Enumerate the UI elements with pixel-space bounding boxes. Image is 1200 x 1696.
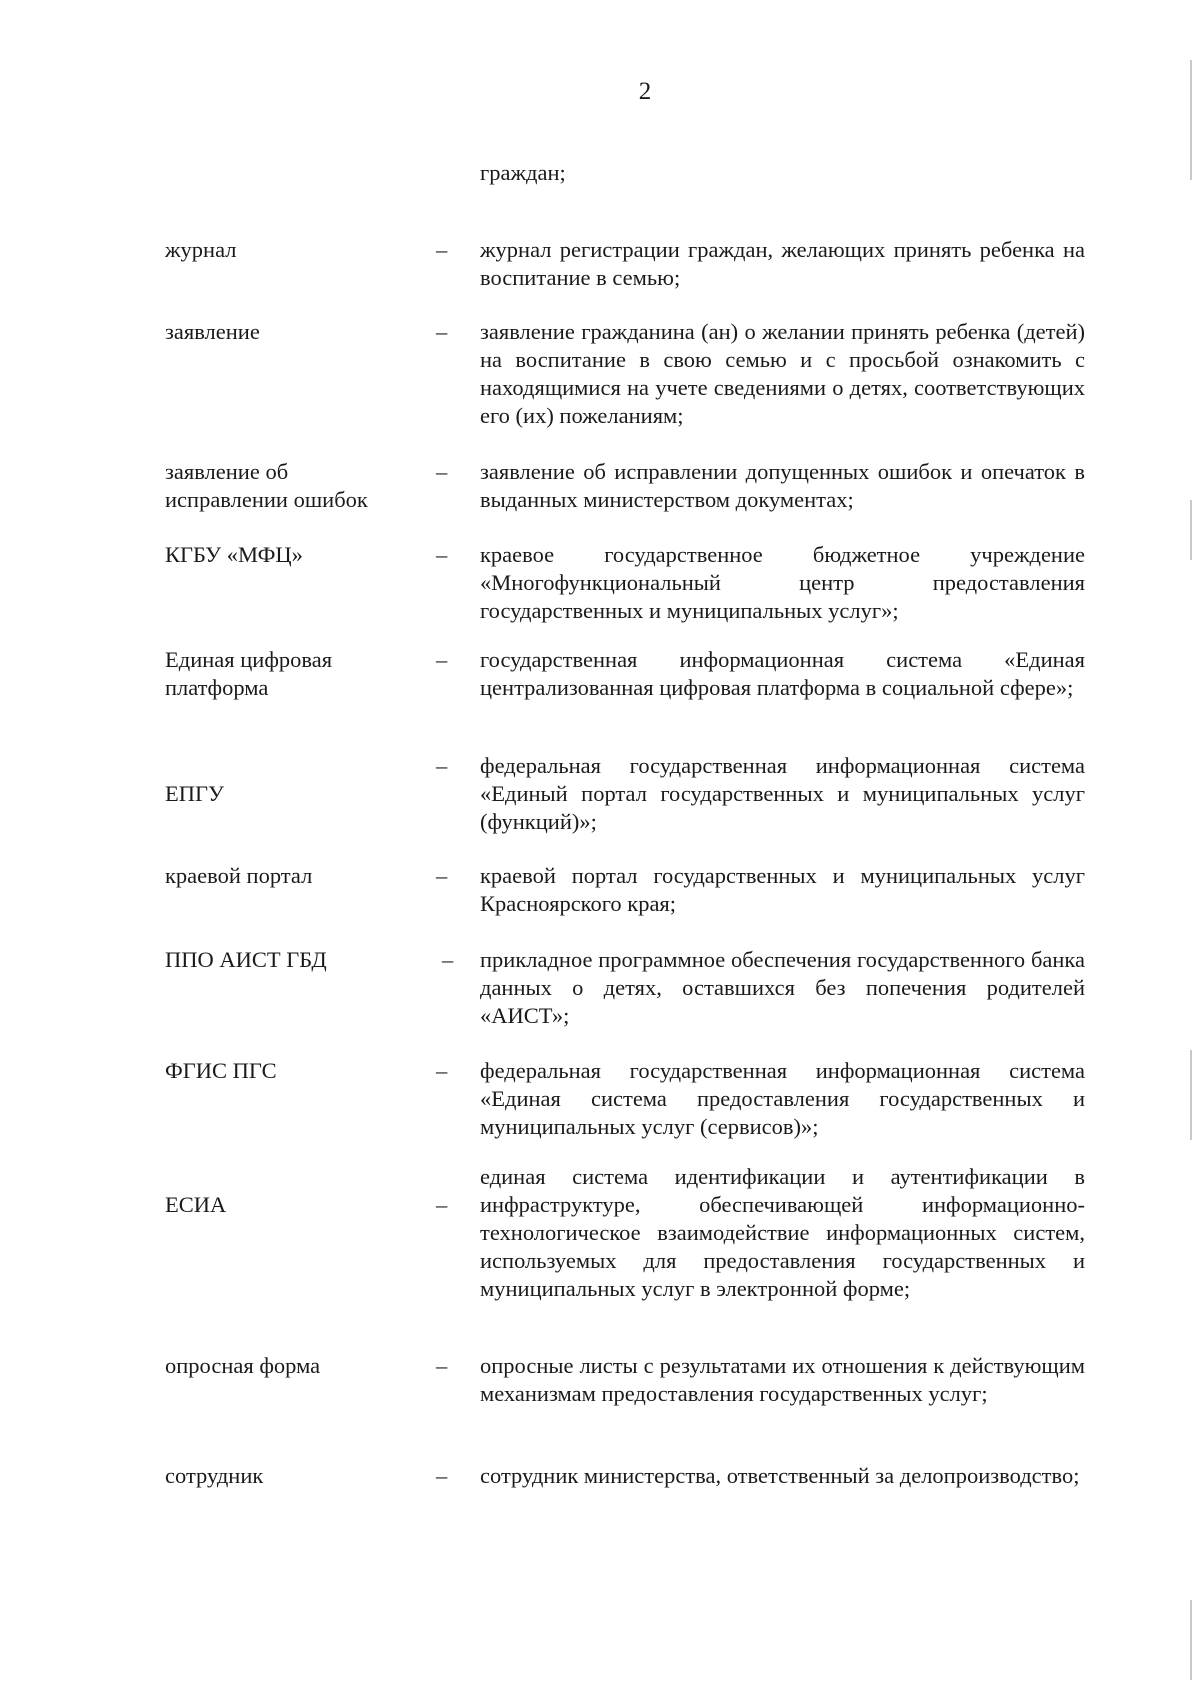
scan-edge-mark — [1190, 500, 1192, 560]
glossary-definition: журнал регистрации граждан, желающих принять ребенка на воспитание в семью; — [480, 237, 1085, 290]
scan-edge-mark — [1190, 60, 1192, 180]
glossary-term: ППО АИСТ ГБД — [165, 947, 327, 972]
glossary-term: КГБУ «МФЦ» — [165, 542, 303, 567]
glossary-definition: федеральная государственная информационная система «Единая система предоставления государственных и муниципальных услуг (сервисов)»; — [480, 1058, 1085, 1139]
glossary-term: опросная форма — [165, 1353, 321, 1378]
glossary-term: ЕПГУ — [165, 781, 224, 806]
glossary-term: журнал — [165, 237, 237, 262]
term-dash: – — [436, 1353, 448, 1378]
glossary-definition: прикладное программное обеспечения государственного банка данных о детях, оставшихся без попечения родителей «АИСТ»; — [480, 947, 1085, 1028]
glossary-term: Единая цифровая платформа — [165, 647, 333, 700]
term-dash: – — [442, 947, 454, 972]
term-dash: – — [436, 319, 448, 344]
term-dash: – — [436, 1463, 448, 1488]
glossary-term: заявление об исправлении ошибок — [165, 459, 368, 512]
glossary-term: заявление — [165, 319, 260, 344]
scan-edge-mark — [1190, 1600, 1192, 1680]
glossary-term: ЕСИА — [165, 1192, 227, 1217]
term-dash: – — [436, 459, 448, 484]
continuation-text: граждан; — [480, 160, 566, 185]
glossary-definition: государственная информационная система «Единая централизованная цифровая платформа в социальной сфере»; — [480, 647, 1085, 700]
term-dash: – — [436, 753, 448, 778]
term-dash: – — [436, 1058, 448, 1083]
glossary-definition: федеральная государственная информационная система «Единый портал государственных и муниципальных услуг (функций)»; — [480, 753, 1085, 834]
glossary-definition: краевое государственное бюджетное учреждение «Многофункциональный центр предоставления государственных и муниципальных услуг»; — [480, 542, 1085, 623]
glossary-definition: единая система идентификации и аутентификации в инфраструктуре, обеспечивающей информационно-технологическое взаимодействие информационных систем, используемых для предоставления государственных и муниципальных услуг в электронной форме; — [480, 1164, 1085, 1301]
glossary-definition: заявление гражданина (ан) о желании принять ребенка (детей) на воспитание в свою семью и с просьбой ознакомить с находящимися на учете сведениями о детях, соответствующих его (их) пожеланиям; — [480, 319, 1085, 428]
glossary-definition: опросные листы с результатами их отношения к действующим механизмам предоставления государственных услуг; — [480, 1353, 1085, 1406]
scan-edge-mark — [1190, 1050, 1192, 1140]
glossary-term: краевой портал — [165, 863, 313, 888]
glossary-definition: краевой портал государственных и муниципальных услуг Красноярского края; — [480, 863, 1085, 916]
glossary-definition: сотрудник министерства, ответственный за делопроизводство; — [480, 1463, 1080, 1488]
term-dash: – — [436, 237, 448, 262]
term-dash: – — [436, 647, 448, 672]
page-number: 2 — [638, 78, 652, 105]
glossary-definition: заявление об исправлении допущенных ошибок и опечаток в выданных министерством документах; — [480, 459, 1085, 512]
term-dash: – — [436, 542, 448, 567]
term-dash: – — [436, 1192, 448, 1217]
term-dash: – — [436, 863, 448, 888]
glossary-term: ФГИС ПГС — [165, 1058, 277, 1083]
glossary-term: сотрудник — [165, 1463, 264, 1488]
